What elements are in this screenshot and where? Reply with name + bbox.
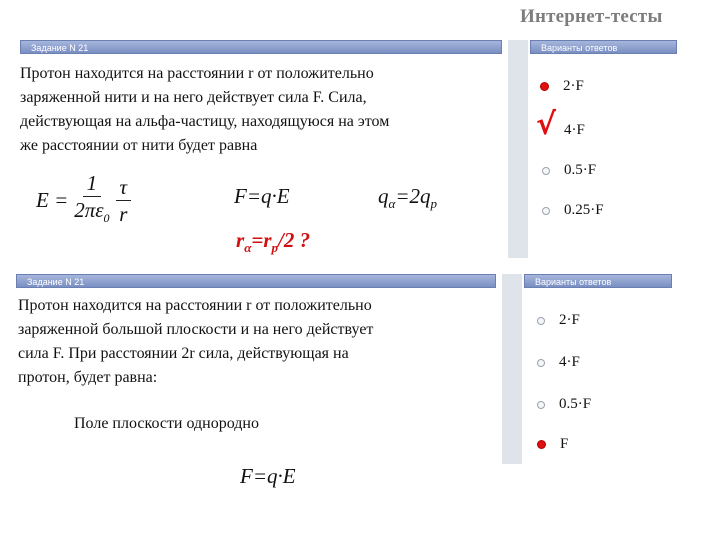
- site-title: Интернет-тесты: [520, 6, 663, 27]
- task1-question: [20, 62, 500, 158]
- option-label: 4·F: [559, 354, 580, 370]
- task1-option-1[interactable]: [540, 78, 584, 95]
- fraction-numerator: τ: [116, 174, 132, 201]
- task1-answers-header: Варианты ответов: [530, 40, 677, 54]
- task2-option-3[interactable]: [537, 396, 591, 413]
- note-sub-b: p: [271, 240, 279, 256]
- fraction-denominator: r: [119, 202, 128, 227]
- fraction-2: [116, 174, 132, 227]
- radio-icon[interactable]: [542, 207, 550, 215]
- question-line: Протон находится на расстоянии r от положительно: [18, 297, 372, 314]
- question-line: действующая на альфа-частицу, находящуюся на этом: [20, 113, 390, 130]
- task2-option-2[interactable]: [537, 354, 580, 371]
- task1-divider: [508, 40, 528, 258]
- option-label: 4·F: [564, 121, 585, 138]
- den-sub: 0: [103, 211, 110, 226]
- task2-header-bar: Задание N 21: [16, 274, 496, 288]
- fraction-numerator: 1: [83, 170, 102, 197]
- note-c: /2 ?: [278, 228, 311, 252]
- task2-option-4[interactable]: [537, 436, 568, 453]
- note-sub-a: α: [244, 240, 252, 256]
- radio-selected-icon[interactable]: [537, 440, 546, 449]
- option-label: 0.5·F: [564, 162, 597, 178]
- task2-divider: [502, 274, 522, 464]
- option-label: 0.25·F: [564, 202, 604, 218]
- note-b: =r: [251, 228, 272, 252]
- q-base: q: [378, 184, 389, 208]
- option-label: 2·F: [559, 312, 580, 328]
- den-text: 2πε: [74, 198, 104, 222]
- q-sub: α: [388, 196, 396, 212]
- question-line: Протон находится на расстоянии r от положительно: [20, 65, 374, 82]
- q-eq: =2q: [395, 184, 431, 208]
- fraction-denominator: [74, 197, 109, 231]
- option-label: 2·F: [563, 78, 584, 94]
- note-a: r: [236, 228, 245, 252]
- task2-note: Поле плоскости однородно: [74, 415, 259, 432]
- formula-field-line: [36, 170, 131, 231]
- checkmark-icon: √: [536, 107, 557, 142]
- q-sub2: p: [430, 196, 437, 212]
- option-label: F: [560, 436, 569, 452]
- radio-icon[interactable]: [537, 317, 545, 325]
- question-line: заряженной нити и на него действует сила F. Сила,: [20, 89, 367, 106]
- question-line: же расстоянии от нити будет равна: [20, 137, 258, 154]
- task2-formula-force: F=q·E: [240, 464, 296, 488]
- radio-icon[interactable]: [537, 401, 545, 409]
- question-line: сила F. При расстоянии 2r сила, действующая на: [18, 345, 349, 362]
- task2-answers-header: Варианты ответов: [524, 274, 672, 288]
- formula-force: F=q·E: [234, 184, 290, 208]
- radio-icon[interactable]: [542, 167, 550, 175]
- red-note: [236, 228, 310, 256]
- task1-option-3[interactable]: [542, 162, 596, 179]
- fraction-1: [74, 170, 109, 231]
- formula-lhs: E =: [36, 188, 69, 213]
- option-label: 0.5·F: [559, 396, 592, 412]
- task2-option-1[interactable]: [537, 312, 580, 329]
- task2-question: [18, 294, 498, 390]
- task1-option-4[interactable]: [542, 202, 604, 219]
- radio-icon[interactable]: [537, 359, 545, 367]
- question-line: заряженной большой плоскости и на него действует: [18, 321, 374, 338]
- task1-option-2[interactable]: [536, 107, 585, 142]
- question-line: протон, будет равна:: [18, 369, 158, 386]
- formula-charge: [378, 184, 437, 212]
- task1-header-bar: Задание N 21: [20, 40, 502, 54]
- radio-selected-icon[interactable]: [540, 82, 549, 91]
